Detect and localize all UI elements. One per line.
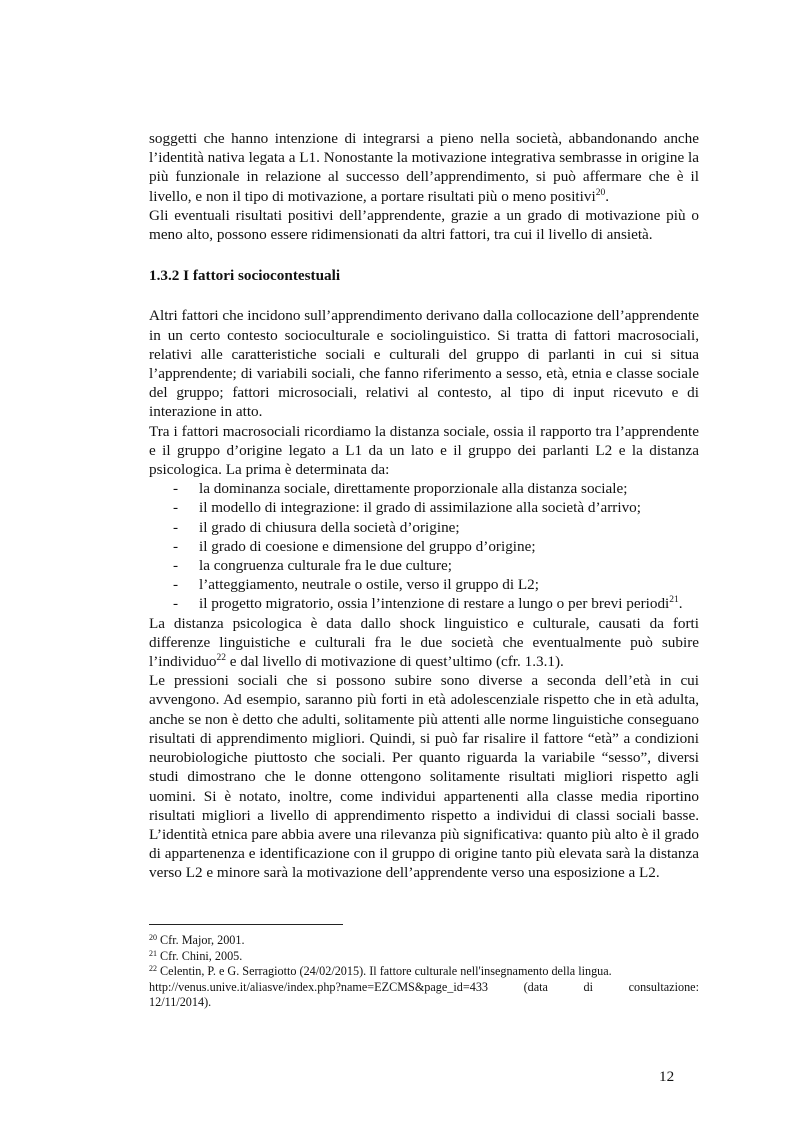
paragraph-anxiety: Gli eventuali risultati positivi dell’apprendente, grazie a un grado di motivazione più o meno alto, possono essere ridimensionati da altri fattori, tra cui il livello di ansietà. — [149, 206, 699, 244]
list-item: - il modello di integrazione: il grado di assimilazione alla società d’arrivo; — [173, 499, 641, 517]
paragraph-text: soggetti che hanno intenzione di integrarsi a pieno nella società, abbandonando anche l’identità nativa legata a L1. Nonostante la motivazione integrativa sembrasse in origine la più funzionale in relazione al successo dell’apprendimento, si può affermare che è il livello, e non il tipo di motivazione, a portare risultati più o meno positivi — [149, 130, 699, 205]
bullet-dash: - — [173, 480, 179, 498]
paragraph-text: . — [605, 187, 609, 205]
footnote-ref[interactable]: 21 — [669, 595, 679, 606]
bullet-dash: - — [173, 557, 179, 575]
bullet-dash: - — [173, 537, 179, 555]
footnote-number: 20 — [149, 933, 157, 942]
list-item: - il progetto migratorio, ossia l’intenzione di restare a lungo o per brevi periodi$^{21}$. — [173, 595, 683, 613]
bullet-dash: - — [173, 518, 179, 536]
list-item: - la dominanza sociale, direttamente proporzionale alla distanza sociale; — [173, 480, 628, 498]
paragraph-motivation-end — [149, 129, 699, 206]
paragraph-sociocontextual: Altri fattori che incidono sull’apprendimento derivano dalla collocazione dell’apprendente in un certo contesto socioculturale e sociolinguistico. Si tratta di fattori macrosociali, relativi alle caratteristiche sociali e culturali del gruppo di parlanti in cui si situa l’apprendente; di variabili sociali, che fanno riferimento a sesso, età, etnia e classe sociale del gruppo; fattori microsociali, relativi al contesto, al tipo di input ricevuto e di interazione in atto. — [149, 307, 699, 421]
paragraph-psychological-distance: La distanza psicologica è data dallo shock linguistico e culturale, causati da forti differenze linguistiche e culturali fra le due società che eventualmente può subire l’individuo$^{22}$ e dal livello di motivazione di quest’ultimo (cfr. 1.3.1). — [149, 614, 699, 671]
footnote-21: $^{21}$ Cfr. Chini, 2005. — [149, 948, 243, 963]
footnote-url-link[interactable]: http://venus.unive.it/aliasve/index.php?name=EZCMS&page_id=433 — [149, 979, 489, 994]
bullet-dash: - — [173, 499, 179, 517]
list-item: - il grado di chiusura della società d’origine; — [173, 518, 460, 536]
list-item: - il grado di coesione e dimensione del gruppo d’origine; — [173, 537, 536, 555]
paragraph-macrosocial: Tra i fattori macrosociali ricordiamo la distanza sociale, ossia il rapporto tra l’apprendente e il gruppo d’origine legato a L1 da un lato e il gruppo dei parlanti L2 e la distanza psicologica. La prima è determinata da: — [149, 422, 699, 479]
footnote-number: 22 — [149, 964, 157, 974]
footnote-number: 21 — [149, 948, 157, 958]
footnote-20: $^{20}$ Cfr. Major, 2001. — [149, 933, 245, 947]
footnotes — [149, 933, 699, 1011]
social-distance-list — [149, 479, 699, 613]
page-body — [149, 129, 699, 883]
footnote-access-date: 12/11/2014). — [149, 995, 212, 1010]
footnote-ref[interactable]: 20 — [595, 187, 606, 198]
bullet-dash: - — [173, 576, 179, 594]
list-item: - la congruenza culturale fra le due culture; — [173, 557, 452, 575]
list-item: - l’atteggiamento, neutrale o ostile, verso il gruppo di L2; — [173, 576, 539, 594]
footnote-separator — [149, 924, 343, 925]
section-heading: 1.3.2 I fattori sociocontestuali — [149, 267, 341, 285]
paragraph-social-pressures: Le pressioni sociali che si possono subire sono diverse a seconda dell’età in cui avvengono. Ad esempio, saranno più forti in età adolescenziale rispetto che in età adulta, anche se non è detto che adulti, solitamente più attenti alle norme linguistiche conseguano risultati di apprendimento migliori. Quindi, si può far risalire il fattore “età” a condizioni neurobiologiche piuttosto che sociali. Per quanto riguarda la variabile “sesso”, diversi studi dimostrano che le donne ottengono solitamente risultati migliori rispetto agli uomini. Si è notato, inoltre, come individui appartenenti alla classe media riportino risultati migliori a livello di apprendimento rispetto a individui di classi sociali basse. L’identità etnica pare abbia avere una rilevanza più significativa: quanto più alto è il grado di appartenenza e identificazione con il gruppo di origine tanto più elevata sarà la distanza verso L2 e minore sarà la motivazione dell’apprendente verso una esposizione a L2. — [149, 672, 699, 882]
footnote-22-url-line: http://venus.unive.it/aliasve/index.php?name=EZCMS&page_id=433 (data di consultazione: — [149, 979, 699, 994]
bullet-dash: - — [173, 595, 179, 613]
footnote-22: $^{22}$ Celentin, P. e G. Serragiotto (24/02/2015). Il fattore culturale nell'insegnamento della lingua. — [149, 964, 612, 979]
page-number: 12 — [659, 1068, 675, 1085]
footnote-ref[interactable]: 22 — [216, 653, 226, 664]
